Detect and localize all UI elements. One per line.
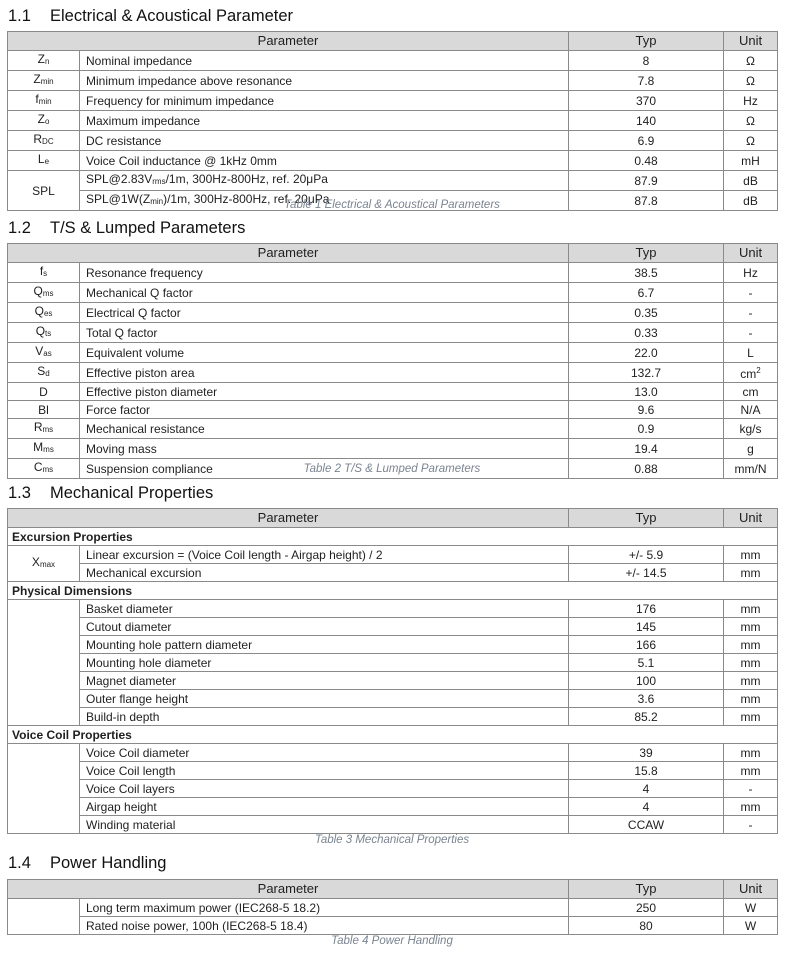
section-title-ts <box>8 219 245 238</box>
param-symbol <box>8 383 80 401</box>
param-description: Mechanical excursion <box>80 564 569 582</box>
table-row <box>8 546 778 564</box>
unit-text: - <box>748 817 753 832</box>
param-typ-value: +/- 14.5 <box>569 564 724 582</box>
table-row <box>8 303 778 323</box>
symbol-subscript: ms <box>42 425 54 434</box>
param-description: Minimum impedance above resonance <box>80 71 569 91</box>
param-description: Outer flange height <box>80 690 569 708</box>
param-unit <box>724 816 778 834</box>
param-unit <box>724 762 778 780</box>
param-description: Airgap height <box>80 798 569 816</box>
section-number: 1.2 <box>8 219 31 237</box>
unit-text: mm <box>740 619 761 634</box>
table-row <box>8 798 778 816</box>
param-description: Winding material <box>80 816 569 834</box>
param-description: Nominal impedance <box>80 51 569 71</box>
section-heading: Electrical & Acoustical Parameter <box>50 7 294 25</box>
unit-text: N/A <box>740 402 761 417</box>
symbol-main: M <box>33 440 44 454</box>
param-symbol <box>8 600 80 726</box>
table-row <box>8 708 778 726</box>
table-row <box>8 564 778 582</box>
param-unit <box>724 546 778 564</box>
header-parameter: Parameter <box>8 244 569 263</box>
symbol-main: S <box>37 364 46 378</box>
param-symbol <box>8 323 80 343</box>
param-symbol <box>8 546 80 582</box>
param-description: Mechanical Q factor <box>80 283 569 303</box>
param-unit <box>724 419 778 439</box>
param-description: Magnet diameter <box>80 672 569 690</box>
header-typ: Typ <box>569 32 724 51</box>
param-description: Equivalent volume <box>80 343 569 363</box>
section-heading: T/S & Lumped Parameters <box>50 219 246 237</box>
param-typ-value: 13.0 <box>569 383 724 401</box>
param-typ-value: 15.8 <box>569 762 724 780</box>
param-symbol <box>8 131 80 151</box>
table-row <box>8 343 778 363</box>
unit-text: mm <box>740 655 761 670</box>
unit-text: cm <box>740 367 757 381</box>
group-header-row <box>8 528 778 546</box>
symbol-main: C <box>33 460 43 474</box>
param-description: Suspension compliance <box>80 459 569 479</box>
section-title-mechanical <box>8 484 213 503</box>
param-typ-value: 6.9 <box>569 131 724 151</box>
param-symbol <box>8 71 80 91</box>
param-unit <box>724 600 778 618</box>
group-header-row <box>8 726 778 744</box>
symbol-subscript: DC <box>42 137 54 146</box>
param-unit <box>724 744 778 762</box>
param-symbol <box>8 363 80 383</box>
param-description: DC resistance <box>80 131 569 151</box>
symbol-subscript: es <box>43 309 53 318</box>
unit-text: mm <box>740 601 761 616</box>
unit-text: dB <box>743 173 758 188</box>
param-description: Effective piston area <box>80 363 569 383</box>
symbol-subscript: max <box>39 560 56 569</box>
param-unit <box>724 91 778 111</box>
unit-text: g <box>747 441 754 456</box>
symbol-main: X <box>31 555 40 569</box>
param-typ-value: 85.2 <box>569 708 724 726</box>
param-typ-value: 8 <box>569 51 724 71</box>
param-typ-value: 39 <box>569 744 724 762</box>
param-unit <box>724 636 778 654</box>
table-caption: Table 2 T/S & Lumped Parameters <box>303 463 481 475</box>
unit-text: W <box>744 918 757 933</box>
unit-text: mH <box>741 153 760 168</box>
param-unit <box>724 780 778 798</box>
header-unit: Unit <box>724 244 778 263</box>
unit-text: mm <box>740 763 761 778</box>
symbol-main: L <box>37 152 45 166</box>
symbol-subscript: ms <box>43 445 54 454</box>
section-number: 1.4 <box>8 854 31 872</box>
param-description: Force factor <box>80 401 569 419</box>
unit-text: - <box>748 781 753 796</box>
param-typ-value: 22.0 <box>569 343 724 363</box>
header-typ: Typ <box>569 880 724 899</box>
table-row <box>8 780 778 798</box>
header-typ: Typ <box>569 509 724 528</box>
table-row <box>8 672 778 690</box>
unit-text: Ω <box>746 133 755 148</box>
param-typ-value: 19.4 <box>569 439 724 459</box>
symbol-main: R <box>33 132 43 146</box>
param-description: Moving mass <box>80 439 569 459</box>
table-body <box>8 51 778 211</box>
symbol-main: Z <box>37 52 45 66</box>
table-row <box>8 323 778 343</box>
unit-text: Hz <box>743 93 758 108</box>
unit-text: L <box>747 345 754 360</box>
param-typ-value: 80 <box>569 917 724 935</box>
param-typ-value: CCAW <box>569 816 724 834</box>
desc-part: SPL@1W(Z <box>86 192 151 206</box>
param-description: Cutout diameter <box>80 618 569 636</box>
unit-text: mm <box>740 673 761 688</box>
symbol-main: R <box>33 420 43 434</box>
param-typ-value: 5.1 <box>569 654 724 672</box>
header-unit: Unit <box>724 32 778 51</box>
symbol-subscript: min <box>40 77 54 86</box>
table-body <box>8 528 778 834</box>
section-title-power <box>8 854 166 873</box>
param-description: Mechanical resistance <box>80 419 569 439</box>
table-row <box>8 762 778 780</box>
unit-text: - <box>748 305 753 320</box>
symbol-subscript: n <box>44 57 50 66</box>
param-unit <box>724 899 778 917</box>
desc-subscript: rms <box>152 177 166 186</box>
param-description: Linear excursion = (Voice Coil length - Airgap height) / 2 <box>80 546 569 564</box>
header-unit: Unit <box>724 880 778 899</box>
table-row <box>8 439 778 459</box>
header-parameter: Parameter <box>8 880 569 899</box>
param-unit <box>724 708 778 726</box>
table-caption: Table 4 Power Handling <box>331 935 453 947</box>
symbol-main: f <box>35 92 39 106</box>
symbol-subscript: o <box>44 117 50 126</box>
param-symbol <box>8 51 80 71</box>
param-description: Long term maximum power (IEC268-5 18.2) <box>80 899 569 917</box>
table-row <box>8 383 778 401</box>
symbol-subscript: s <box>43 269 48 278</box>
unit-text: mm <box>740 637 761 652</box>
param-unit <box>724 263 778 283</box>
table-ts <box>7 243 778 479</box>
param-unit <box>724 131 778 151</box>
group-title: Physical Dimensions <box>8 582 778 600</box>
param-unit <box>724 383 778 401</box>
group-header-row <box>8 582 778 600</box>
unit-text: cm <box>742 384 759 399</box>
unit-text: W <box>744 900 757 915</box>
param-typ-value: 100 <box>569 672 724 690</box>
param-description: Maximum impedance <box>80 111 569 131</box>
param-typ-value: 0.88 <box>569 459 724 479</box>
unit-text: Ω <box>746 73 755 88</box>
param-typ-value: 9.6 <box>569 401 724 419</box>
table-row <box>8 816 778 834</box>
section-heading: Power Handling <box>50 854 167 872</box>
symbol-subscript: e <box>44 157 50 166</box>
param-typ-value: 38.5 <box>569 263 724 283</box>
param-description: Rated noise power, 100h (IEC268-5 18.4) <box>80 917 569 935</box>
param-typ-value: 0.48 <box>569 151 724 171</box>
desc-subscript: min <box>150 197 164 206</box>
param-symbol <box>8 303 80 323</box>
param-typ-value: 140 <box>569 111 724 131</box>
symbol-main: Q <box>34 304 44 318</box>
param-unit <box>724 917 778 935</box>
table-header-row <box>8 509 778 528</box>
unit-text: Hz <box>743 265 758 280</box>
table-row <box>8 690 778 708</box>
section-heading: Mechanical Properties <box>50 484 214 502</box>
table-row <box>8 51 778 71</box>
param-typ-value: 166 <box>569 636 724 654</box>
table-mechanical <box>7 508 778 834</box>
symbol-main: D <box>39 384 48 399</box>
unit-text: mm <box>740 799 761 814</box>
unit-text: mm <box>740 709 761 724</box>
param-unit <box>724 51 778 71</box>
param-symbol <box>8 401 80 419</box>
param-unit <box>724 283 778 303</box>
symbol-main: Z <box>37 112 45 126</box>
table-row <box>8 91 778 111</box>
param-unit <box>724 798 778 816</box>
table-power <box>7 879 778 935</box>
table-row <box>8 744 778 762</box>
param-typ-value: 4 <box>569 798 724 816</box>
symbol-main: Z <box>33 72 41 86</box>
table-row <box>8 899 778 917</box>
unit-text: kg/s <box>739 421 762 436</box>
param-typ-value: 0.9 <box>569 419 724 439</box>
table-row <box>8 917 778 935</box>
table-caption: Table 3 Mechanical Properties <box>314 834 470 846</box>
param-typ-value: 3.6 <box>569 690 724 708</box>
header-typ: Typ <box>569 244 724 263</box>
table-row <box>8 419 778 439</box>
unit-text: mm/N <box>734 461 767 476</box>
param-symbol <box>8 343 80 363</box>
table-header-row <box>8 32 778 51</box>
param-symbol <box>8 283 80 303</box>
symbol-subscript: as <box>43 349 52 358</box>
table-row <box>8 151 778 171</box>
param-symbol: SPL <box>8 171 80 211</box>
param-description: Voice Coil inductance @ 1kHz 0mm <box>80 151 569 171</box>
param-description: Frequency for minimum impedance <box>80 91 569 111</box>
param-unit <box>724 401 778 419</box>
section-number: 1.1 <box>8 7 31 25</box>
param-typ-value: 132.7 <box>569 363 724 383</box>
param-description: Basket diameter <box>80 600 569 618</box>
unit-text: - <box>748 325 753 340</box>
param-typ-value: +/- 5.9 <box>569 546 724 564</box>
table-row <box>8 131 778 151</box>
param-unit <box>724 303 778 323</box>
table-caption: Table 1 Electrical & Acoustical Parameters <box>284 199 500 211</box>
table-row <box>8 600 778 618</box>
unit-text: Ω <box>746 53 755 68</box>
desc-part: SPL@2.83V <box>86 172 153 186</box>
param-typ-value: 6.7 <box>569 283 724 303</box>
table-electrical <box>7 31 778 211</box>
param-unit <box>724 111 778 131</box>
header-parameter: Parameter <box>8 509 569 528</box>
param-typ-value: 176 <box>569 600 724 618</box>
unit-text: mm <box>740 745 761 760</box>
header-parameter: Parameter <box>8 32 569 51</box>
param-typ-value: 87.8 <box>569 191 724 211</box>
unit-text: mm <box>740 547 761 562</box>
param-unit <box>724 171 778 191</box>
param-unit <box>724 564 778 582</box>
table-row <box>8 636 778 654</box>
symbol-subscript: ms <box>42 289 54 298</box>
table-row <box>8 401 778 419</box>
param-typ-value: 0.35 <box>569 303 724 323</box>
unit-text: - <box>748 285 753 300</box>
param-unit <box>724 363 778 383</box>
table-body <box>8 899 778 935</box>
table-body <box>8 263 778 479</box>
param-symbol <box>8 744 80 834</box>
section-title-electrical <box>8 7 293 26</box>
param-unit <box>724 672 778 690</box>
table-header-row <box>8 880 778 899</box>
param-description <box>80 171 569 191</box>
desc-part: /1m, 300Hz-800Hz, ref. 20μPa <box>165 172 328 186</box>
unit-text: mm <box>740 565 761 580</box>
param-description: Total Q factor <box>80 323 569 343</box>
symbol-subscript: min <box>38 97 52 106</box>
group-title: Excursion Properties <box>8 528 778 546</box>
param-description: Mounting hole diameter <box>80 654 569 672</box>
table-row <box>8 363 778 383</box>
param-description: Voice Coil layers <box>80 780 569 798</box>
param-symbol <box>8 151 80 171</box>
param-description: Effective piston diameter <box>80 383 569 401</box>
param-unit <box>724 343 778 363</box>
param-symbol <box>8 263 80 283</box>
symbol-subscript: d <box>45 369 50 378</box>
param-typ-value: 250 <box>569 899 724 917</box>
param-unit <box>724 654 778 672</box>
param-description: Build-in depth <box>80 708 569 726</box>
param-unit <box>724 618 778 636</box>
param-typ-value: 4 <box>569 780 724 798</box>
table-row <box>8 71 778 91</box>
param-symbol <box>8 439 80 459</box>
param-unit <box>724 71 778 91</box>
param-unit <box>724 439 778 459</box>
table-row <box>8 654 778 672</box>
symbol-main: Q <box>35 324 46 338</box>
param-description: Voice Coil diameter <box>80 744 569 762</box>
param-typ-value: 145 <box>569 618 724 636</box>
table-row <box>8 263 778 283</box>
param-unit <box>724 690 778 708</box>
param-unit <box>724 323 778 343</box>
param-description: Voice Coil length <box>80 762 569 780</box>
param-symbol <box>8 111 80 131</box>
param-symbol <box>8 419 80 439</box>
param-typ-value: 370 <box>569 91 724 111</box>
unit-text: Ω <box>746 113 755 128</box>
param-typ-value: 7.8 <box>569 71 724 91</box>
param-symbol <box>8 91 80 111</box>
symbol-main: V <box>35 344 44 358</box>
table-header-row <box>8 244 778 263</box>
param-unit <box>724 151 778 171</box>
param-typ-value: 87.9 <box>569 171 724 191</box>
table-row <box>8 618 778 636</box>
param-description: Resonance frequency <box>80 263 569 283</box>
symbol-subscript: ms <box>42 465 54 474</box>
symbol-main: f <box>39 264 44 278</box>
param-typ-value: 0.33 <box>569 323 724 343</box>
table-row <box>8 111 778 131</box>
desc-part: )/1m, 300Hz-800Hz, ref. 20μPa <box>163 192 330 206</box>
param-description: Mounting hole pattern diameter <box>80 636 569 654</box>
section-number: 1.3 <box>8 484 31 502</box>
unit-text: dB <box>743 193 758 208</box>
table-row <box>8 283 778 303</box>
table-row <box>8 171 778 191</box>
param-description: Electrical Q factor <box>80 303 569 323</box>
symbol-main: Bl <box>38 402 49 417</box>
symbol-main: Q <box>33 284 43 298</box>
param-symbol <box>8 899 80 935</box>
group-title: Voice Coil Properties <box>8 726 778 744</box>
unit-text: mm <box>740 691 761 706</box>
unit-superscript: 2 <box>756 366 761 375</box>
symbol-subscript: ts <box>45 329 52 338</box>
header-unit: Unit <box>724 509 778 528</box>
